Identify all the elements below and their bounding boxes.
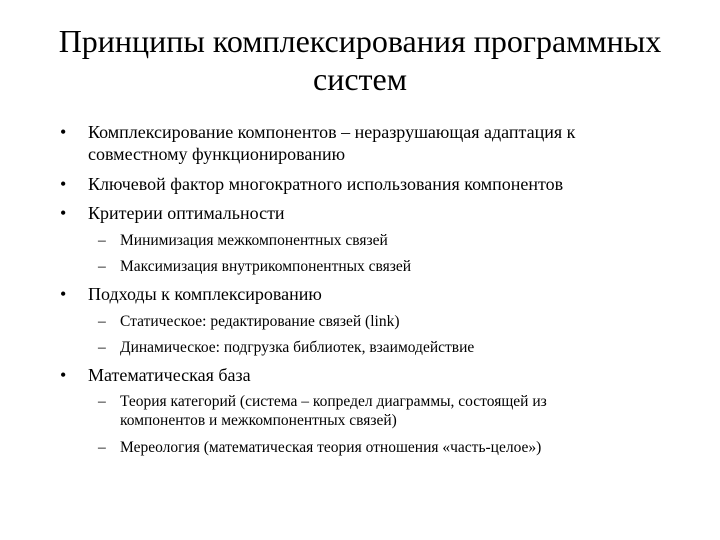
bullet-item (60, 173, 660, 195)
slide-title (40, 22, 680, 98)
sub-bullet-item (98, 438, 638, 457)
dash-marker: – (98, 313, 106, 330)
sub-bullet-item (98, 392, 638, 430)
slide-title-line-2: систем (313, 61, 407, 97)
sub-bullet-item (98, 257, 638, 276)
bullet-marker: • (60, 365, 67, 385)
bullet-marker: • (60, 174, 67, 194)
dash-marker: – (98, 339, 106, 356)
dash-marker: – (98, 393, 106, 410)
bullet-item (60, 121, 660, 165)
bullet-item-text (88, 121, 660, 165)
bullet-item-text: Подходы к комплексированию (88, 284, 322, 304)
bullet-item (60, 283, 660, 305)
sub-bullet-item-text: Динамическое: подгрузка библиотек, взаимодействие (120, 339, 475, 356)
bullet-item-text: Ключевой фактор многократного использования компонентов (88, 174, 564, 194)
dash-marker: – (98, 232, 106, 249)
bullet-marker: • (60, 284, 67, 304)
sub-bullet-item (98, 312, 638, 331)
sub-bullet-item (98, 338, 638, 357)
bullet-item-text: Математическая база (88, 365, 251, 385)
dash-marker: – (98, 258, 106, 275)
sub-bullet-item-text (120, 392, 638, 430)
bullet-item-text-line-2: совместному функционированию (88, 144, 346, 164)
slide-title-line-1: Принципы комплексирования программных (58, 23, 662, 59)
bullet-marker: • (60, 203, 67, 223)
bullet-item (60, 202, 660, 224)
sub-bullet-item-text: Статическое: редактирование связей (link) (120, 313, 400, 330)
sub-bullet-item-text: Мереология (математическая теория отношения «часть-целое») (120, 439, 542, 456)
sub-bullet-item-text: Минимизация межкомпонентных связей (120, 232, 388, 249)
sub-bullet-item-text-line-2: компонентов и межкомпонентных связей) (120, 412, 397, 429)
bullet-item (60, 364, 660, 386)
bullet-item-text: Критерии оптимальности (88, 203, 285, 223)
dash-marker: – (98, 439, 106, 456)
sub-bullet-item (98, 231, 638, 250)
bullet-marker: • (60, 122, 67, 142)
sub-bullet-item-text-line-1: Теория категорий (система – копредел диаграммы, состоящей из (120, 393, 547, 410)
bullet-item-text-line-1: Комплексирование компонентов – неразрушающая адаптация к (88, 122, 576, 142)
sub-bullet-item-text: Максимизация внутрикомпонентных связей (120, 258, 412, 275)
